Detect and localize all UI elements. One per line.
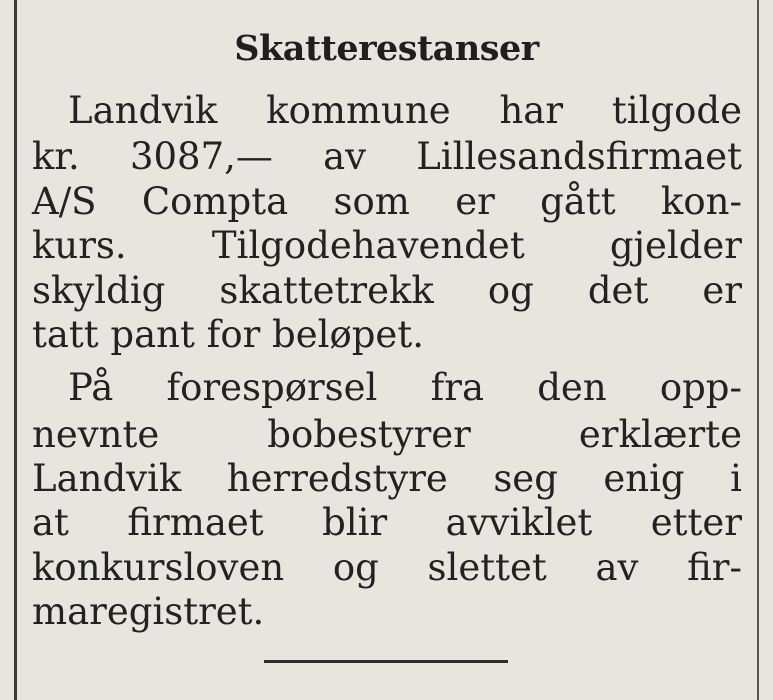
word: herredstyre bbox=[226, 457, 448, 500]
word: tilgode bbox=[611, 89, 742, 132]
word: kon- bbox=[660, 180, 742, 223]
body-line bbox=[32, 135, 742, 178]
word: 3087,— bbox=[129, 135, 273, 178]
word: kurs. bbox=[32, 224, 127, 267]
word: A/S bbox=[32, 180, 97, 223]
word: og bbox=[332, 546, 379, 589]
separator-rule bbox=[264, 660, 508, 663]
word: nevnte bbox=[32, 413, 160, 456]
body-line bbox=[32, 501, 742, 544]
word: er bbox=[455, 180, 495, 223]
word: av bbox=[323, 135, 367, 178]
word: etter bbox=[650, 501, 742, 544]
word: seg bbox=[493, 457, 558, 500]
column-rule-left bbox=[14, 0, 17, 700]
body-line-last: tatt pant for beløpet. bbox=[32, 313, 424, 356]
word: og bbox=[487, 269, 534, 312]
word: bobestyrer bbox=[267, 413, 471, 456]
word: gått bbox=[540, 180, 616, 223]
body-line bbox=[32, 269, 742, 312]
body-line bbox=[32, 180, 742, 223]
word: er bbox=[702, 269, 742, 312]
word: avviklet bbox=[445, 501, 593, 544]
body-line bbox=[32, 457, 742, 500]
article-headline: Skatterestanser bbox=[234, 28, 539, 69]
word: Tilgodehavendet bbox=[211, 224, 525, 267]
word: av bbox=[595, 546, 639, 589]
column-rule-right bbox=[757, 0, 759, 700]
word: at bbox=[32, 501, 69, 544]
body-line bbox=[68, 89, 742, 132]
word: konkursloven bbox=[32, 546, 285, 589]
word: enig bbox=[603, 457, 685, 500]
body-line bbox=[32, 413, 742, 456]
word: kr. bbox=[32, 135, 80, 178]
word: Compta bbox=[141, 180, 289, 223]
word: firmaet bbox=[127, 501, 264, 544]
body-line bbox=[32, 546, 742, 589]
word: som bbox=[333, 180, 410, 223]
body-line-last: maregistret. bbox=[32, 590, 265, 633]
word: fra bbox=[430, 366, 485, 409]
word: i bbox=[730, 457, 742, 500]
word: På bbox=[68, 366, 114, 409]
word: den bbox=[537, 366, 607, 409]
word: fir- bbox=[687, 546, 742, 589]
word: blir bbox=[322, 501, 388, 544]
body-line bbox=[32, 224, 742, 267]
word: skyldig bbox=[32, 269, 166, 312]
word: forespørsel bbox=[166, 366, 378, 409]
word: det bbox=[587, 269, 649, 312]
word: har bbox=[499, 89, 564, 132]
word: slettet bbox=[427, 546, 547, 589]
word: Landvik bbox=[32, 457, 182, 500]
word: opp- bbox=[659, 366, 742, 409]
word: gjelder bbox=[609, 224, 742, 267]
word: Lillesandsfirmaet bbox=[416, 135, 742, 178]
word: kommune bbox=[266, 89, 451, 132]
word: erklærte bbox=[578, 413, 742, 456]
word: Landvik bbox=[68, 89, 218, 132]
word: skattetrekk bbox=[219, 269, 434, 312]
body-line bbox=[68, 366, 742, 409]
